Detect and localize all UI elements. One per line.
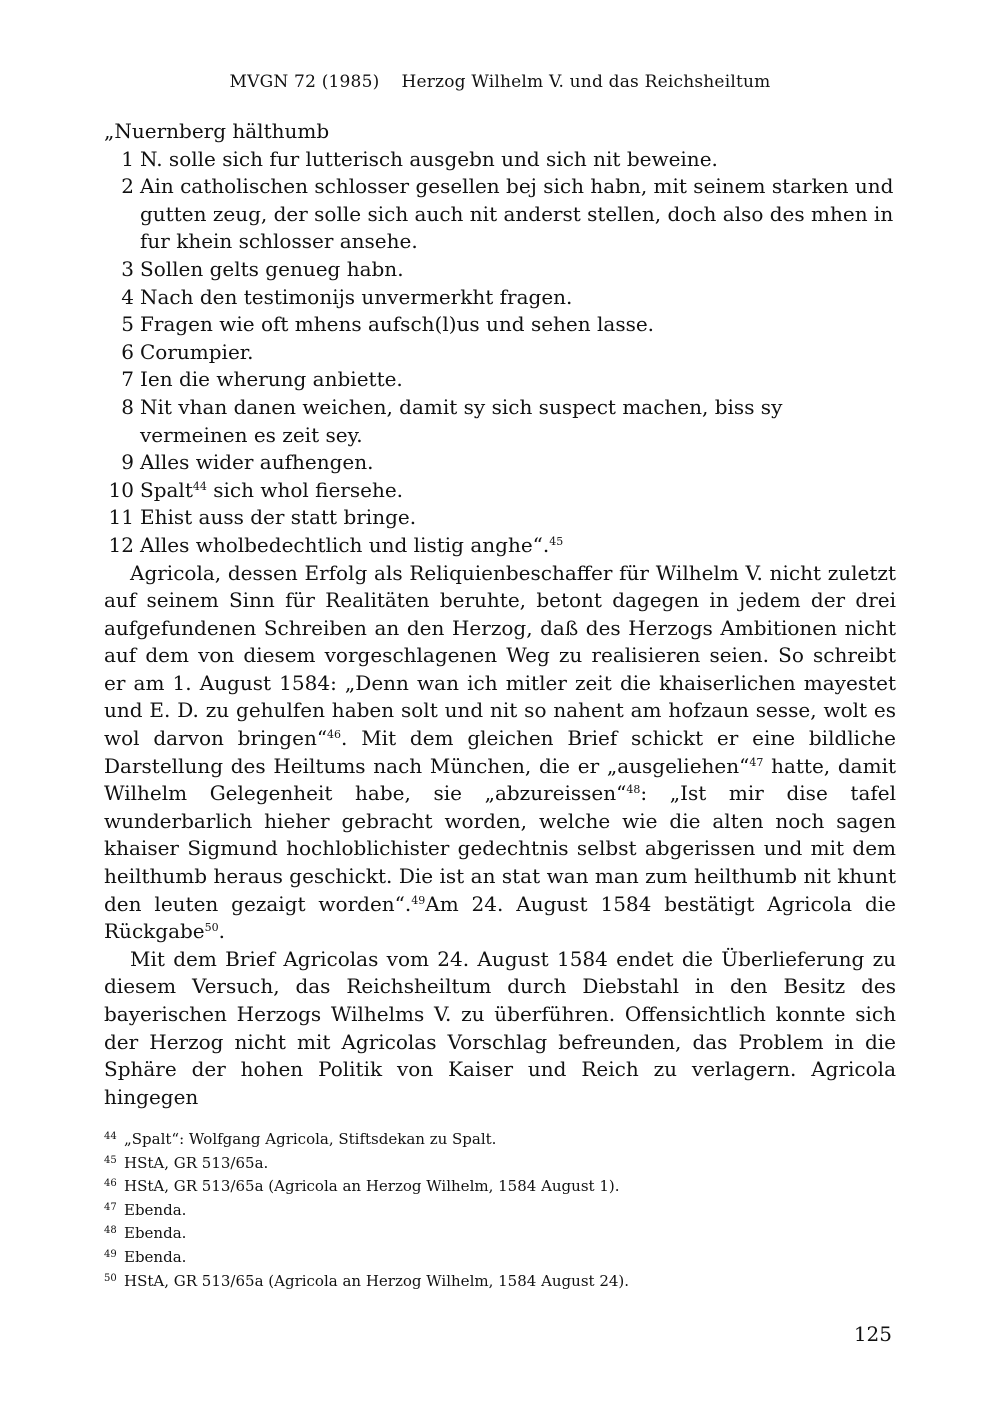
footnote-ref-50[interactable]: 50 <box>204 921 219 935</box>
footnote-ref-47[interactable]: 47 <box>749 755 764 769</box>
list-item <box>104 256 896 284</box>
list-item <box>104 394 896 449</box>
list-item <box>104 504 896 532</box>
text-run: Agricola, dessen Erfolg als Reliquienbeschaffer für Wilhelm V. nicht zuletzt auf seinem Sinn für Realitäten beruhte, betont dagegen in jedem der drei aufgefundenen Schreiben an den Herzog, daß des Herzogs Ambitionen nicht auf dem von diesem vorgeschlagenen Weg zu realisieren seien. So schreibt er am 1. August 1584: „Denn wan ich mitler zeit die khaiserlichen mayestet und E. D. zu gehulfen haben solt und nit so nahent am hofzaun sesse, wolt es wol darvon bringen“ <box>104 560 896 751</box>
item-text: Nit vhan danen weichen, damit sy sich suspect machen, biss sy vermeinen es zeit sey. <box>140 394 783 447</box>
article-title: Herzog Wilhelm V. und das Reichsheiltum <box>401 72 771 92</box>
footnote <box>104 1152 896 1176</box>
item-text: Corumpier. <box>140 339 254 364</box>
footnote-text: HStA, GR 513/65a. <box>124 1153 269 1172</box>
item-number: 6 <box>121 339 134 364</box>
list-item <box>104 173 896 256</box>
footnote-mark: 50 <box>104 1272 117 1284</box>
footnote-text: „Spalt“: Wolfgang Agricola, Stiftsdekan zu Spalt. <box>124 1130 497 1148</box>
footnote <box>104 1175 896 1199</box>
item-number: 5 <box>121 312 134 337</box>
text-run: hatte, damit Wilhelm Gelegenheit habe, sie „abzureissen“ <box>104 753 896 806</box>
footnote <box>104 1128 896 1152</box>
footnote <box>104 1246 896 1270</box>
list-item <box>104 532 896 560</box>
text-run: . <box>218 919 225 944</box>
item-number: 1 <box>121 146 134 171</box>
footnote-text: Ebenda. <box>124 1247 187 1266</box>
item-number: 7 <box>121 367 134 392</box>
item-number: 4 <box>121 284 134 309</box>
item-number: 9 <box>121 450 134 475</box>
item-text: Sollen gelts genueg habn. <box>140 256 404 281</box>
numbered-list <box>104 146 896 560</box>
footnote <box>104 1222 896 1246</box>
text-run: . Mit dem gleichen Brief schickt er eine bildliche Darstellung des Heiltums nach München, die er „ausgeliehen“ <box>104 726 896 778</box>
item-number: 3 <box>121 256 134 281</box>
footnote-ref-48[interactable]: 48 <box>626 783 641 797</box>
footnote-text: Ebenda. <box>124 1224 187 1243</box>
item-number: 10 <box>108 477 134 502</box>
footnote <box>104 1270 896 1294</box>
paragraph-conclusion: Mit dem Brief Agricolas vom 24. August 1584 endet die Überlieferung zu diesem Versuch, das Reichsheiltum durch Diebstahl in den Besitz des bayerischen Herzogs Wilhelms V. zu überführen. Offensichtlich konnte sich der Herzog nicht mit Agricolas Vorschlag befreunden, das Problem in die Sphäre der hohen Politik von Kaiser und Reich zu verlagern. Agricola hingegen <box>104 946 896 1109</box>
quote-opening: „Nuernberg hälthumb <box>104 119 330 143</box>
footnote-mark: 49 <box>104 1248 117 1260</box>
list-item <box>104 366 896 394</box>
item-number: 11 <box>108 505 134 530</box>
item-text: N. solle sich fur lutterisch ausgebn und sich nit beweine. <box>140 146 718 171</box>
footnote-ref-49[interactable]: 49 <box>411 893 426 907</box>
main-text <box>104 118 896 1111</box>
paragraph-agricola <box>104 560 896 946</box>
item-text-start: Spalt <box>140 477 193 502</box>
footnote-ref-45[interactable]: 45 <box>549 534 564 548</box>
item-text: Alles wider aufhengen. <box>140 450 374 475</box>
footnote-mark: 45 <box>104 1154 117 1166</box>
list-item <box>104 284 896 312</box>
text-run: Am 24. August 1584 bestätigt Agricola die Rückgabe <box>104 891 896 944</box>
item-text <box>140 532 896 560</box>
item-text: Fragen wie oft mhens aufsch(l)us und sehen lasse. <box>140 312 655 337</box>
item-number: 8 <box>121 394 134 419</box>
list-item <box>104 146 896 174</box>
footnote-text: HStA, GR 513/65a (Agricola an Herzog Wilhelm, 1584 August 24). <box>124 1271 630 1290</box>
footnote-mark: 46 <box>104 1178 117 1190</box>
item-text: Ain catholischen schlosser gesellen bej sich habn, mit seinem starken und gutten zeug, der solle sich auch nit anderst stellen, doch also des mhen in fur khein schlosser ansehe. <box>140 174 894 254</box>
list-item <box>104 477 896 505</box>
list-item <box>104 339 896 367</box>
footnote-ref-44[interactable]: 44 <box>192 479 207 493</box>
footnote-mark: 47 <box>104 1201 117 1213</box>
footnotes <box>104 1128 896 1293</box>
item-number: 2 <box>121 174 134 199</box>
footnote <box>104 1199 896 1223</box>
list-item <box>104 311 896 339</box>
item-text <box>140 477 896 505</box>
footnote-text: Ebenda. <box>124 1200 187 1219</box>
text-run: : „Ist mir dise tafel wunderbarlich hieher gebracht worden, welche wie die alten noch sagen khaiser Sigmund hochloblichister gedechtnis selbst abgerissen und mit dem heilthumb heraus geschickt. Die ist an stat wan man zum heilthumb nit khunt den leuten gezaigt worden“. <box>104 781 896 916</box>
footnote-text: HStA, GR 513/65a (Agricola an Herzog Wilhelm, 1584 August 1). <box>124 1177 620 1196</box>
footnote-ref-46[interactable]: 46 <box>327 728 342 742</box>
item-text: Nach den testimonijs unvermerkht fragen. <box>140 284 573 309</box>
journal-citation: MVGN 72 (1985) <box>229 72 380 92</box>
item-text: Ien die wherung anbiette. <box>140 367 403 392</box>
page-number: 125 <box>853 1322 892 1346</box>
item-text: Ehist auss der statt bringe. <box>140 505 417 530</box>
footnote-mark: 44 <box>104 1131 117 1142</box>
footnote-mark: 48 <box>104 1225 117 1237</box>
item-number: 12 <box>108 532 134 557</box>
item-text-end: sich whol fiersehe. <box>206 477 404 502</box>
item-text-start: Alles wholbedechtlich und listig anghe“. <box>140 532 550 557</box>
running-header <box>0 72 1000 92</box>
list-item <box>104 449 896 477</box>
